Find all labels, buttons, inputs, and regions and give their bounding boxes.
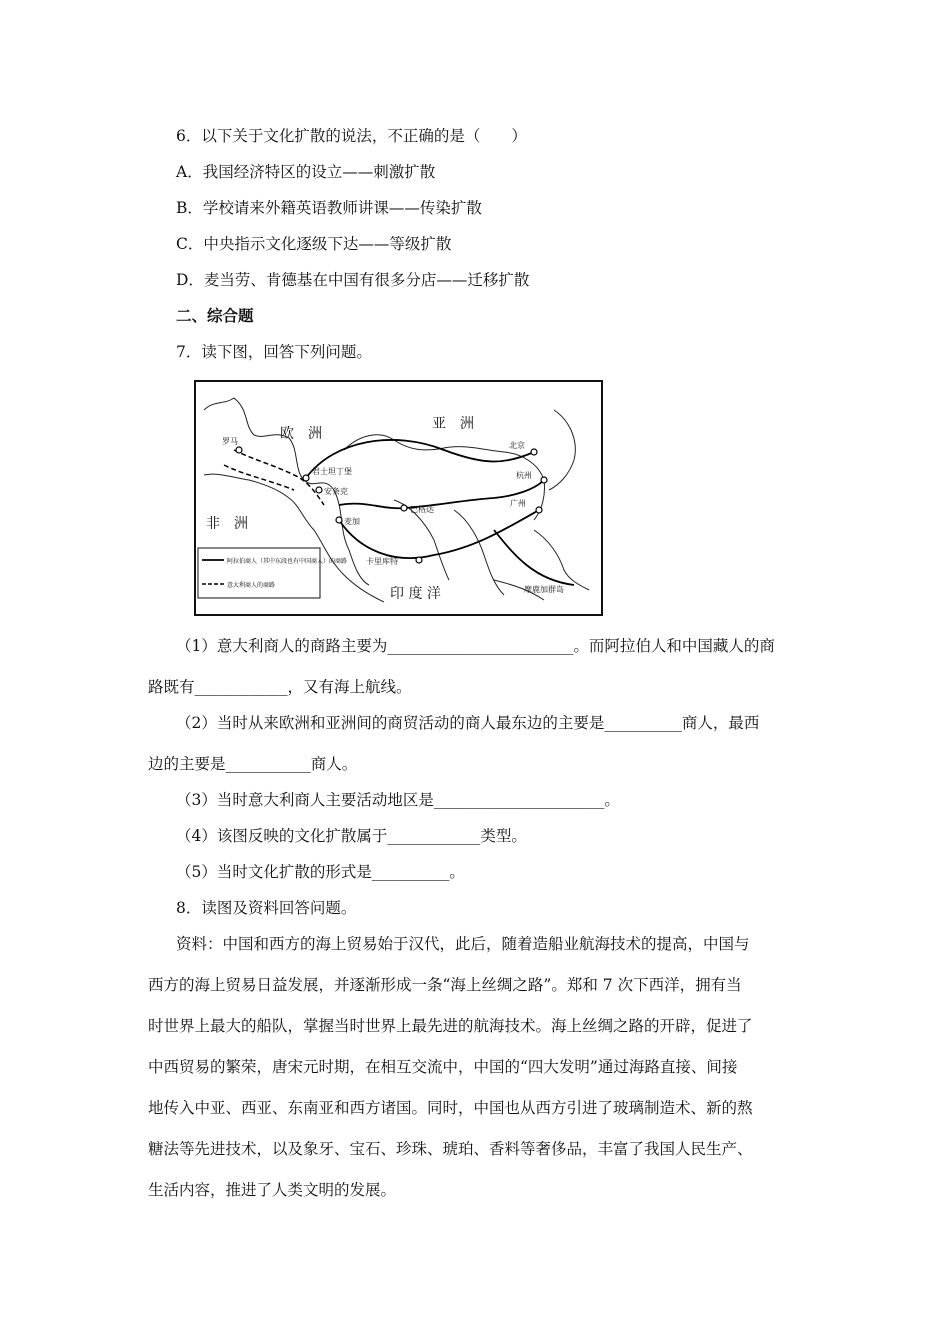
q6-option-b: B．学校请来外籍英语教师讲课——传染扩散 xyxy=(176,199,482,217)
q8-material-line2: 西方的海上贸易日益发展，并逐渐形成一条“海上丝绸之路”。郑和 7 次下西洋，拥有当 xyxy=(148,976,742,994)
q7-part2-line2: 边的主要是___________商人。 xyxy=(148,755,358,773)
map-label-mecca: 麦加 xyxy=(344,517,360,526)
map-label-beijing: 北京 xyxy=(509,441,525,450)
q6-stem: 6．以下关于文化扩散的说法，不正确的是（ ） xyxy=(176,127,527,145)
map-label-africa: 非 洲 xyxy=(206,516,248,532)
q7-part1-line1: （1）意大利商人的商路主要为________________________。而阿拉伯人和中国藏人的商 xyxy=(176,637,775,655)
map-label-guangzhou: 广州 xyxy=(510,499,526,508)
q7-stem: 7．读下图，回答下列问题。 xyxy=(176,343,372,361)
legend-dashed-label: 意大利商人的商路 xyxy=(227,582,276,589)
map-label-hangzhou: 杭州 xyxy=(516,471,532,480)
q8-stem: 8．读图及资料回答问题。 xyxy=(176,899,357,917)
map-label-calicut: 卡里库特 xyxy=(366,557,398,566)
q8-material-line4: 中西贸易的繁荣，唐宋元时期，在相互交流中，中国的“四大发明”通过海路直接、间接 xyxy=(148,1058,738,1076)
map-label-constantinople: 君士坦丁堡 xyxy=(312,467,352,476)
q8-material-line6: 糖法等先进技术，以及象牙、宝石、珍珠、琥珀、香料等奢侈品，丰富了我国人民生产、 xyxy=(148,1140,753,1158)
q6-option-c: C．中央指示文化逐级下达——等级扩散 xyxy=(176,235,452,253)
q7-part5: （5）当时文化扩散的形式是__________。 xyxy=(176,863,465,881)
q7-part1-line2: 路既有____________，又有海上航线。 xyxy=(148,678,412,696)
q7-part2-line1: （2）当时从来欧洲和亚洲间的商贸活动的商人最东边的主要是__________商人，最西 xyxy=(176,714,760,732)
q6-option-d: D．麦当劳、肯德基在中国有很多分店——迁移扩散 xyxy=(176,271,530,289)
trade-route-map xyxy=(194,380,603,616)
map-label-antioch: 安条克 xyxy=(324,487,348,496)
section-heading: 二、综合题 xyxy=(176,307,254,325)
q7-part3: （3）当时意大利商人主要活动地区是______________________。 xyxy=(176,791,620,809)
map-label-asia: 亚 洲 xyxy=(432,416,474,432)
q8-material-line3: 时世界上最大的船队，掌握当时世界上最先进的航海技术。海上丝绸之路的开辟，促进了 xyxy=(148,1017,753,1035)
q8-material-line7: 生活内容，推进了人类文明的发展。 xyxy=(148,1181,397,1199)
q8-material-line1: 资料：中国和西方的海上贸易始于汉代，此后，随着造船业航海技术的提高，中国与 xyxy=(176,935,750,953)
map-label-rome: 罗马 xyxy=(222,437,238,446)
q6-option-a: A．我国经济特区的设立——刺激扩散 xyxy=(176,163,436,181)
legend-solid-label: 阿拉伯商人（其中东段也有中国商人）的商路 xyxy=(227,558,348,565)
map-label-europe: 欧 洲 xyxy=(280,426,322,442)
map-label-indian-ocean: 印 度 洋 xyxy=(390,586,441,602)
q8-material-line5: 地传入中亚、西亚、东南亚和西方诸国。同时，中国也从西方引进了玻璃制造术、新的熬 xyxy=(148,1099,753,1117)
map-label-baghdad: 巴格达 xyxy=(410,505,434,514)
q7-part4: （4）该图反映的文化扩散属于____________类型。 xyxy=(176,827,527,845)
map-label-moluccas: 摩鹿加群岛 xyxy=(524,585,564,594)
